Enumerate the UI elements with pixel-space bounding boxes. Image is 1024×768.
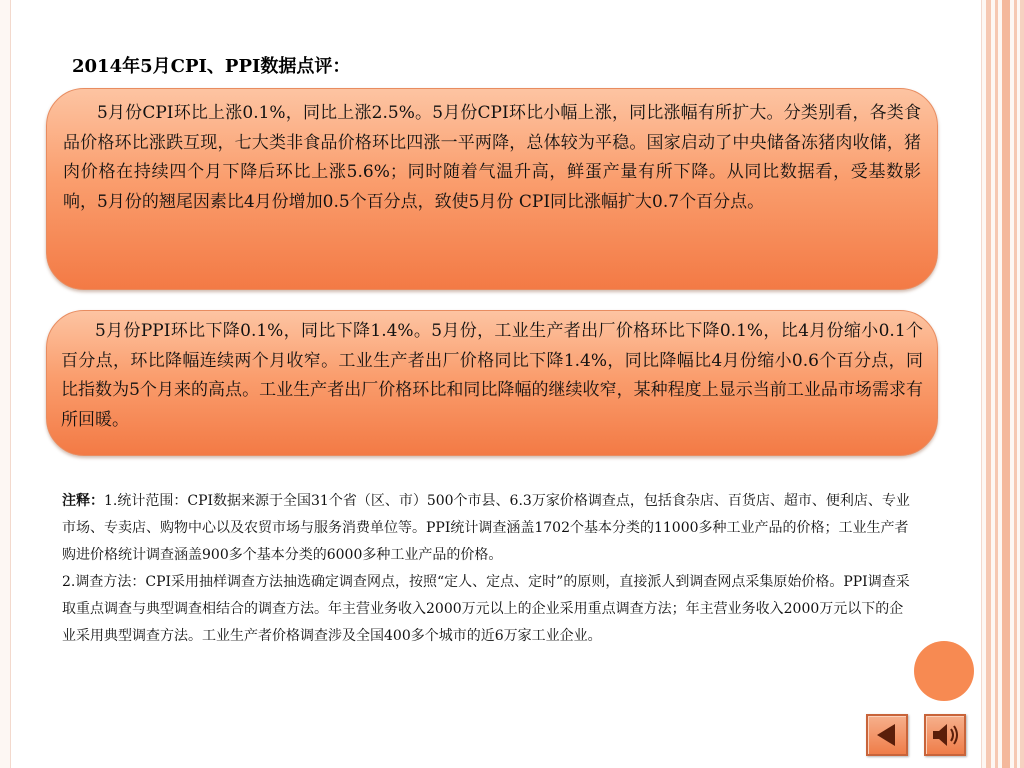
speaker-icon bbox=[926, 716, 964, 754]
triangle-left-icon bbox=[868, 716, 906, 754]
note-2: 2.调查方法：CPI采用抽样调查方法抽选确定调查网点，按照“定人、定点、定时”的原则，直接派人到调查网点采集原始价格。PPI调查采取重点调查与典型调查相结合的调查方法。年主营业务收入2000万元以上的企业采用重点调查方法；年主营业务收入2000万元以下的企业采用典型调查方法。工业生产者价格调查涉及全国400多个城市的近6万家工业企业。 bbox=[62, 574, 910, 644]
back-button[interactable] bbox=[866, 714, 908, 756]
decorative-circle bbox=[914, 641, 974, 701]
notes-section bbox=[62, 488, 912, 650]
page-title: 2014年5月CPI、PPI数据点评： bbox=[72, 56, 351, 77]
ppi-paragraph: 5月份PPI环比下降0.1%，同比下降1.4%。5月份，工业生产者出厂价格环比下降0.1%，比4月份缩小0.1个百分点，环比降幅连续两个月收窄。工业生产者出厂价格同比下降1.4%，同比降幅比4月份缩小0.6个百分点，同比指数为5个月来的高点。工业生产者出厂价格环比和同比降幅的继续收窄，某种程度上显示当前工业品市场需求有所回暖。 bbox=[61, 321, 923, 430]
cpi-paragraph: 5月份CPI环比上涨0.1%，同比上涨2.5%。5月份CPI环比小幅上涨，同比涨幅有所扩大。分类别看，各类食品价格环比涨跌互现，七大类非食品价格环比四涨一平两降，总体较为平稳。国家启动了中央储备冻猪肉收储，猪肉价格在持续四个月下降后环比上涨5.6%；同时随着气温升高，鲜蛋产量有所下降。从同比数据看，受基数影响，5月份的翘尾因素比4月份增加0.5个百分点，致使5月份 CPI同比涨幅扩大0.7个百分点。 bbox=[63, 103, 921, 212]
sound-button[interactable] bbox=[924, 714, 966, 756]
ppi-comment-box bbox=[46, 310, 938, 456]
notes-label: 注释： bbox=[62, 493, 104, 509]
note-1-text: 1.统计范围：CPI数据来源于全国31个省（区、市）500个市县、6.3万家价格调查点，包括食杂店、百货店、超市、便利店、专业市场、专卖店、购物中心以及农贸市场与服务消费单位等。PPI统计调查涵盖1702个基本分类的11000多种工业产品的价格；工业生产者购进价格统计调查涵盖900多个基本分类的6000多种工业产品的价格。 bbox=[62, 493, 910, 563]
cpi-comment-box bbox=[46, 88, 938, 290]
note-1 bbox=[62, 488, 912, 569]
decorative-stripes bbox=[984, 0, 1024, 768]
